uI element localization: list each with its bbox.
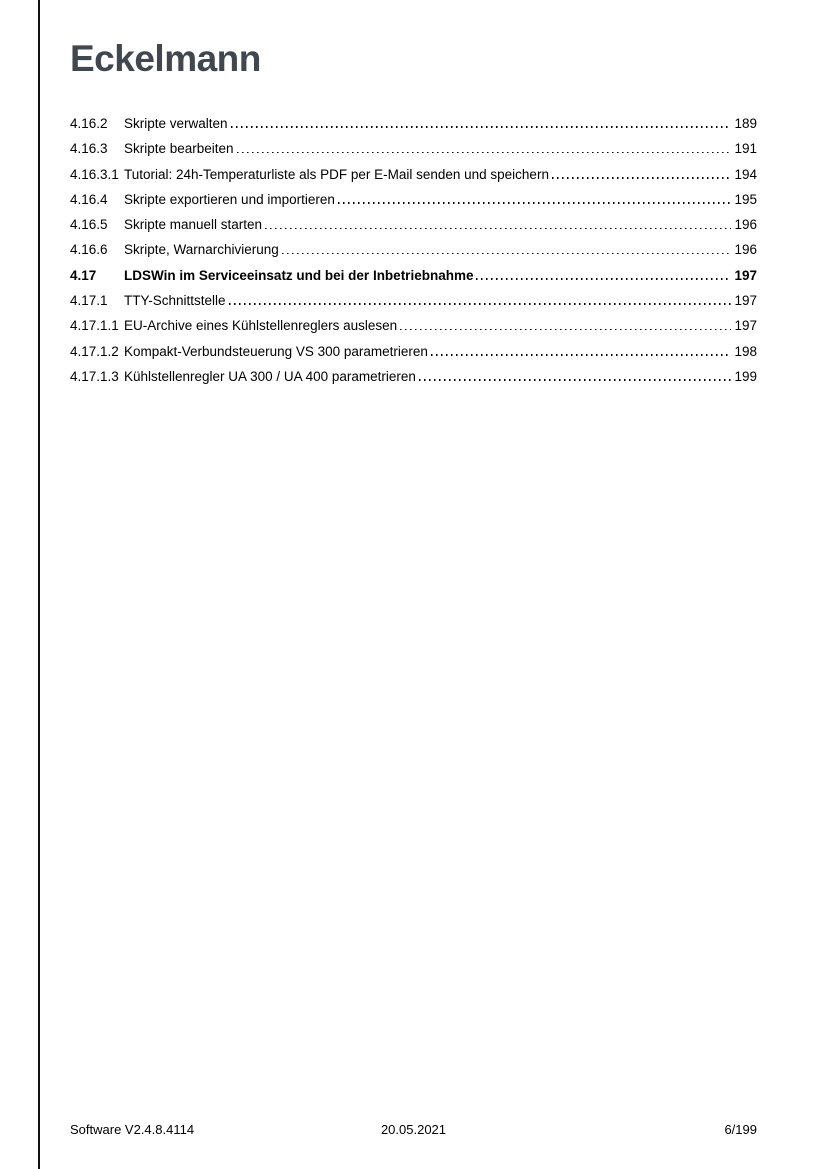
page-edge-line (38, 0, 40, 1169)
toc-entry-page: 194 (734, 166, 757, 182)
footer-page-number: 6/199 (724, 1122, 757, 1137)
dot-leader-icon (552, 177, 732, 179)
toc-entry[interactable] (70, 168, 757, 182)
toc-entry-label: Kompakt-Verbundsteuerung VS 300 parametrieren (124, 343, 428, 359)
toc-entry-label: LDSWin im Serviceeinsatz und bei der Inbetriebnahme (124, 267, 474, 283)
page-footer (70, 1122, 757, 1137)
dot-leader-icon (231, 126, 732, 128)
toc-entry[interactable] (70, 294, 757, 308)
dot-leader-icon (265, 227, 731, 229)
toc-entry-page: 197 (734, 293, 757, 309)
eckelmann-logo: Eckelmann (70, 38, 261, 79)
toc-entry-label: Skripte, Warnarchivierung (124, 242, 279, 258)
toc-entry-number: 4.16.3.1 (70, 166, 119, 182)
dot-leader-icon (229, 303, 732, 305)
toc-entry-label: Skripte verwalten (124, 116, 228, 131)
toc-entry-label: Skripte bearbeiten (124, 141, 234, 157)
toc-entry[interactable] (70, 142, 757, 156)
toc-entry-label: Skripte exportieren und importieren (124, 191, 335, 207)
toc-entry[interactable] (70, 345, 757, 359)
toc-entry[interactable] (70, 370, 757, 384)
toc-entry-number: 4.16.3 (70, 141, 108, 157)
toc-entry-label: Skripte manuell starten (124, 217, 263, 233)
toc-entry-page: 191 (734, 141, 757, 157)
toc-entry-page: 189 (734, 116, 757, 131)
toc-entry-page: 199 (734, 368, 757, 384)
toc-entry-label: Tutorial: 24h-Temperaturliste als PDF per E-Mail senden und speichern (124, 166, 549, 182)
toc-entry-number: 4.17.1.3 (70, 368, 119, 384)
dot-leader-icon (400, 328, 731, 330)
toc-entry-page: 195 (734, 191, 757, 207)
toc-entry-number: 4.17.1 (70, 293, 108, 309)
toc-list (70, 117, 757, 384)
toc-entry-page: 197 (734, 267, 757, 283)
toc-entry-number: 4.17.1.2 (70, 343, 119, 359)
toc-entry[interactable] (70, 193, 757, 207)
dot-leader-icon (282, 252, 732, 254)
toc-entry-number: 4.16.6 (70, 242, 108, 258)
toc-entry-page: 196 (734, 242, 757, 258)
dot-leader-icon (431, 354, 732, 356)
toc-entry-label: EU-Archive eines Kühlstellenreglers auslesen (124, 318, 398, 334)
toc-entry[interactable] (70, 269, 757, 283)
toc-entry-number: 4.16.2 (70, 116, 108, 131)
toc-entry-label: Kühlstellenregler UA 300 / UA 400 parametrieren (124, 368, 416, 384)
toc-entry-label: TTY-Schnittstelle (124, 293, 226, 309)
toc-entry-number: 4.16.4 (70, 191, 108, 207)
dot-leader-icon (338, 202, 732, 204)
header (70, 0, 757, 77)
toc-entry-page: 197 (734, 318, 757, 334)
footer-software-version: Software V2.4.8.4114 (70, 1122, 195, 1137)
toc-entry[interactable] (70, 218, 757, 232)
toc-entry-number: 4.17.1.1 (70, 318, 119, 334)
toc-entry-number: 4.16.5 (70, 217, 108, 233)
toc-entry[interactable] (70, 243, 757, 257)
toc-entry[interactable] (70, 319, 757, 333)
footer-date: 20.05.2021 (380, 1122, 447, 1137)
toc-entry-page: 198 (734, 343, 757, 359)
toc-entry-page: 196 (734, 217, 757, 233)
dot-leader-icon (237, 151, 732, 153)
toc-entry-number: 4.17 (70, 267, 97, 283)
toc-entry[interactable] (70, 117, 757, 131)
dot-leader-icon (476, 278, 731, 280)
dot-leader-icon (419, 379, 732, 381)
